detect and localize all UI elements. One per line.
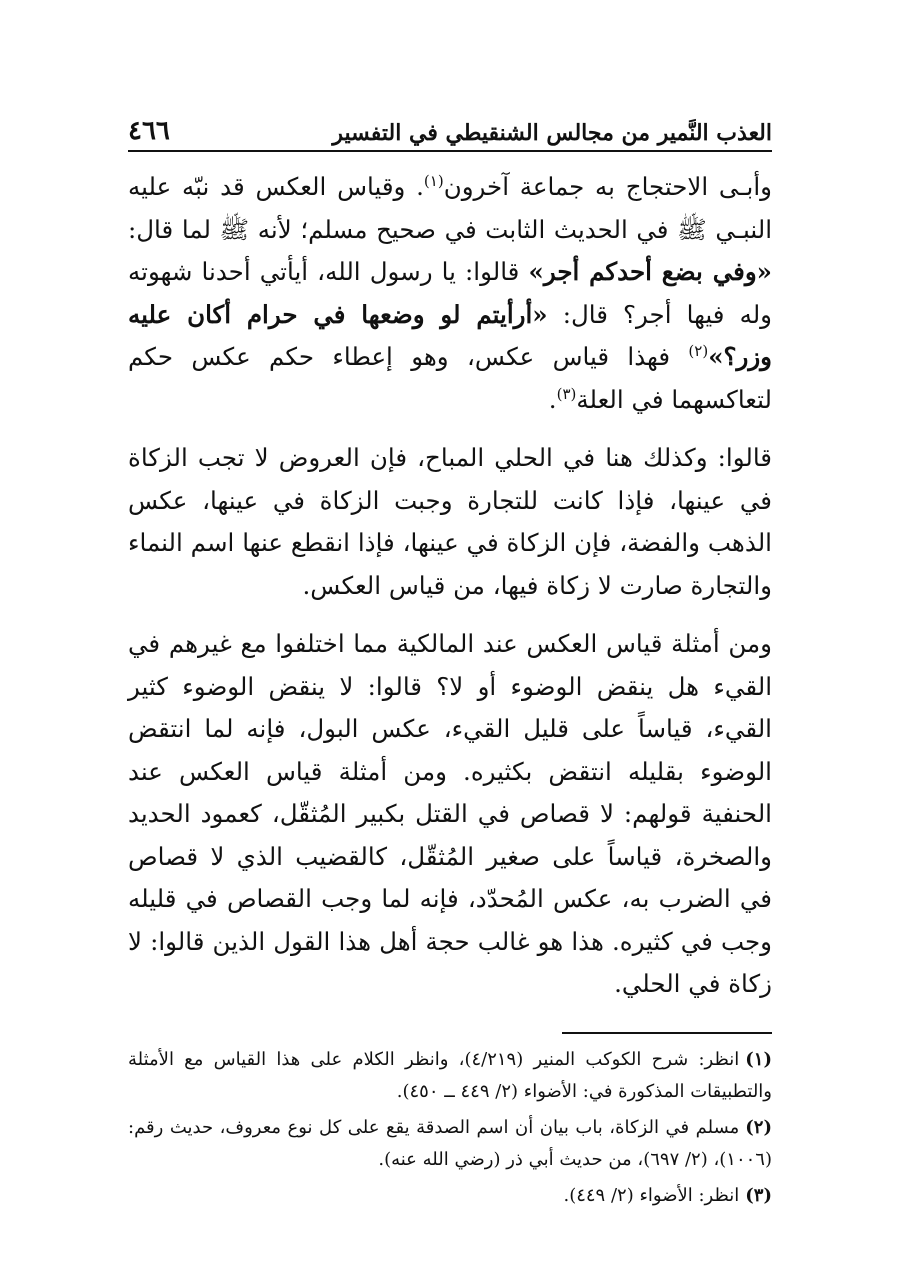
- text-segment: فهذا قياس عكس، وهو إعطاء حكم عكس حكم لتعاكسهما في العلة: [128, 342, 772, 414]
- footnote-ref-3: (٣): [556, 384, 577, 403]
- footnote-number: (٢): [745, 1116, 772, 1138]
- footnote-ref-1: (١): [423, 171, 444, 190]
- footnote-number: (١): [745, 1048, 772, 1070]
- text-segment: قالوا: يا رسول الله، أيأتي أحدنا شهوته وله فيها أجر؟ قال:: [128, 257, 772, 329]
- footnote-text: مسلم في الزكاة، باب بيان أن اسم الصدقة يقع على كل نوع معروف، حديث رقم: (١٠٠٦)، (٢/ ٦٩٧)، من حديث أبي ذر (رضي الله عنه).: [128, 1116, 772, 1170]
- hadith-quote: «أرأيتم لو وضعها في حرام أكان عليه وزر؟»: [128, 299, 772, 371]
- text-segment: .: [548, 384, 557, 414]
- paragraph-3: ومن أمثلة قياس العكس عند المالكية مما اختلفوا مع غيرهم في القيء هل ينقض الوضوء أو لا؟ قالوا: لا ينقض الوضوء كثير القيء، قياساً على قليل القيء، عكس البول، فإنه لما انتقض الوضوء بقليله انتقض بكثيره. ومن أمثلة قياس العكس عند الحنفية قولهم: لا قصاص في القتل بكبير المُثقّل، كعمود الحديد والصخرة، قياساً على صغير المُثقّل، كالقضيب الذي لا قصاص في الضرب به، عكس المُحدّد، فإنه لما وجب القصاص في قليله وجب في كثيره. هذا هو غالب حجة أهل هذا القول الذين قالوا: لا زكاة في الحلي.: [128, 629, 772, 998]
- paragraph-2: قالوا: وكذلك هنا في الحلي المباح، فإن العروض لا تجب الزكاة في عينها، فإذا كانت للتجارة وجبت الزكاة في عينها، عكس الذهب والفضة، فإن الزكاة في عينها، فإذا انقطع عنها اسم النماء والتجارة صارت لا زكاة فيها، من قياس العكس.: [128, 443, 772, 600]
- main-text: [128, 166, 772, 1006]
- footnote-2: [128, 1112, 772, 1176]
- footnote-3: [128, 1180, 772, 1212]
- footnote-text: انظر: شرح الكوكب المنير (٤/٢١٩)، وانظر الكلام على هذا القياس مع الأمثلة والتطبيقات المذكورة في: الأضواء (٢/ ٤٤٩ ــ ٤٥٠).: [128, 1048, 772, 1102]
- hadith-quote: «وفي بضع أحدكم أجر»: [528, 257, 772, 286]
- text-segment: وأبـى الاحتجاج به جماعة آخرون: [443, 172, 772, 201]
- running-title: العذب النَّمير من مجالس الشنقيطي في التفسير: [332, 120, 772, 146]
- page-header: [128, 104, 772, 152]
- footnote-number: (٣): [745, 1184, 772, 1206]
- text-segment: . وقياس العكس قد نبّه عليه النبـي ﷺ في الحديث الثابت في صحيح مسلم؛ لأنه ﷺ لما قال:: [128, 172, 772, 244]
- footnote-1: [128, 1044, 772, 1108]
- footnote-text: انظر: الأضواء (٢/ ٤٤٩).: [563, 1184, 740, 1206]
- page-number: ٤٦٦: [128, 116, 170, 146]
- paragraph-1: [128, 166, 772, 421]
- footnotes: [128, 1044, 772, 1212]
- footnote-divider: [562, 1032, 772, 1034]
- footnote-ref-2: (٢): [688, 341, 709, 360]
